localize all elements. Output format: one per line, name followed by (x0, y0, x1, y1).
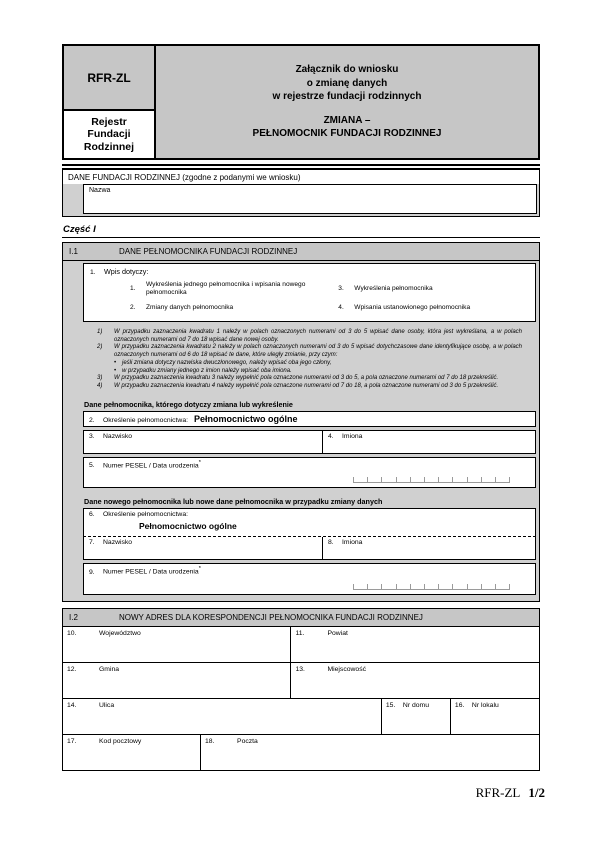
field-9-asterisk: * (198, 566, 201, 573)
field-18-label: Poczta (237, 737, 258, 745)
new-attorney-heading: Dane nowego pełnomocnika lub nowe dane pełnomocnika w przypadku zmiany danych (84, 497, 383, 507)
address-row-1 (63, 627, 539, 663)
section-i1-header (63, 243, 539, 261)
section-i2-number: I.2 (69, 612, 78, 622)
field-7-surname[interactable] (84, 537, 323, 559)
register-name-line: Rodzinnej (83, 140, 135, 153)
field-11-county[interactable] (291, 627, 539, 662)
field-16-number: 16. (454, 701, 465, 709)
field-10-number: 10. (67, 629, 77, 637)
page-footer (476, 785, 545, 801)
form-code: RFR-ZL (64, 46, 154, 111)
part-one-rule (62, 237, 540, 238)
field-15-number: 15. (385, 701, 396, 709)
section-i2 (62, 608, 540, 771)
field-9-label: Numer PESEL / Data urodzenia* (103, 566, 201, 576)
entry-option-4[interactable] (338, 304, 523, 312)
entry-option-4-number: 4. (338, 304, 344, 312)
footnote-4-text: W przypadku zaznaczenia kwadratu 4 należy wypełnić pola oznaczone numerami od 7 do 18, a pola oznaczone numerami od 3 do 5 przekreślić. (114, 383, 499, 390)
form-header-left (64, 46, 156, 158)
field-12-label: Gmina (99, 665, 120, 673)
footnote-4-number: 4) (97, 383, 103, 390)
field-16-apartment-number[interactable] (451, 699, 539, 734)
field-12-commune[interactable] (63, 663, 291, 698)
part-one-label: Część I (63, 224, 96, 235)
section-i1-number: I.1 (69, 247, 78, 256)
field-4-label: Imiona (342, 433, 363, 441)
entry-option-2-number: 2. (130, 304, 136, 312)
field-13-locality[interactable] (291, 663, 539, 698)
form-header (62, 44, 540, 160)
field-8-given-names[interactable] (323, 537, 535, 559)
footer-page-number: 1/2 (528, 785, 545, 800)
field-6-label: Określenie pełnomocnictwa: (103, 511, 189, 519)
field-1-label: Wpis dotyczy: (104, 267, 149, 276)
field-15-house-number[interactable] (382, 699, 451, 734)
footnote-3-text: W przypadku zaznaczenia kwadratu 3 należy wypełnić pola oznaczone numerami od 3 do 5, a pola oznaczone numerami od 7 do 18 przekreślić. (114, 375, 499, 382)
form-title-line: Załącznik do wniosku (295, 64, 399, 76)
entry-option-3-number: 3. (338, 285, 344, 293)
current-attorney-heading: Dane pełnomocnika, którego dotyczy zmiana lub wykreślenie (84, 400, 293, 410)
field-6-box[interactable] (83, 508, 536, 537)
entry-option-2-label: Zmiany danych pełnomocnika (146, 304, 234, 312)
section-foundation-title: DANE FUNDACJI RODZINNEJ (zgodne z podanymi we wniosku) (63, 170, 539, 184)
field-18-post-office[interactable] (201, 735, 539, 770)
entry-type-box (83, 263, 536, 322)
register-name (64, 111, 154, 158)
pesel-comb-field[interactable] (353, 584, 510, 590)
footer-form-code: RFR-ZL (475, 785, 521, 800)
field-2-value: Pełnomocnictwo ogólne (194, 414, 298, 425)
footnote-2-bullet-1: • jeśli zmiana dotyczy nazwiska dwuczłonowego, należy wpisać oba jego człony, (114, 360, 522, 368)
register-name-line: Fundacji (87, 128, 131, 141)
field-16-label: Nr lokalu (471, 701, 499, 709)
field-14-street[interactable] (63, 699, 382, 734)
field-3-4-box (83, 430, 536, 454)
form-subtitle-line: PEŁNOMOCNIK FUNDACJI RODZINNEJ (252, 128, 442, 140)
footnote-1-number: 1) (97, 328, 103, 335)
form-header-right (156, 46, 538, 158)
footnote-3 (97, 375, 522, 383)
address-row-3 (63, 699, 539, 735)
field-3-surname[interactable] (84, 431, 323, 453)
field-3-number: 3. (89, 433, 95, 441)
footnote-3-number: 3) (97, 375, 103, 382)
field-18-number: 18. (205, 737, 215, 745)
field-11-number: 11. (295, 629, 305, 637)
form-subtitle-line: ZMIANA – (323, 114, 371, 126)
footnotes (83, 325, 536, 395)
footnote-1 (97, 329, 522, 345)
entry-option-1[interactable] (130, 281, 338, 297)
form-title-line: o zmianę danych (306, 77, 388, 89)
entry-option-1-number: 1. (130, 285, 136, 293)
footnote-4 (97, 383, 522, 391)
field-13-label: Miejscowość (327, 665, 366, 673)
field-2-label: Określenie pełnomocnictwa: (103, 417, 189, 425)
entry-option-2[interactable] (130, 304, 338, 312)
entry-option-3-label: Wykreślenia pełnomocnika (354, 285, 433, 293)
footnote-2 (97, 344, 522, 360)
field-6-value: Pełnomocnictwo ogólne (139, 521, 237, 532)
footnote-2-bullet-2: • w przypadku zmiany jednego z imion należy wpisać oba imiona. (114, 368, 522, 376)
address-row-2 (63, 663, 539, 699)
field-10-voivodeship[interactable] (63, 627, 291, 662)
field-7-number: 7. (89, 539, 95, 547)
field-2-number: 2. (89, 417, 95, 425)
section-i1-body (63, 261, 539, 601)
footnote-2-number: 2) (97, 344, 103, 351)
field-17-postal-code[interactable] (63, 735, 201, 770)
field-5-asterisk: * (198, 460, 201, 467)
field-14-number: 14. (67, 701, 77, 709)
entry-option-3[interactable] (338, 281, 523, 297)
field-13-number: 13. (295, 665, 305, 673)
field-9-pesel-box[interactable] (83, 563, 536, 594)
foundation-name-field[interactable] (83, 184, 537, 214)
field-3-label: Nazwisko (103, 433, 133, 441)
field-8-number: 8. (328, 539, 334, 547)
field-5-label: Numer PESEL / Data urodzenia* (103, 460, 201, 470)
field-7-label: Nazwisko (103, 539, 133, 547)
field-4-number: 4. (328, 433, 334, 441)
register-name-line: Rejestr (91, 115, 127, 128)
section-foundation-body (63, 184, 539, 216)
section-i2-header (63, 609, 539, 627)
footnote-2-text: W przypadku zaznaczenia kwadratu 2 należy w polach oznaczonych numerami od 3 do 5 wpisać dotychczasowe dane identyfikujące osobę, a w polach oznaczonych numerami od 6 do 18 wpisać te dane, które uległy zmianie, przy czym: (114, 344, 522, 359)
field-1-number: 1. (90, 269, 96, 276)
pesel-comb-field[interactable] (353, 477, 510, 483)
field-5-number: 5. (89, 462, 95, 470)
section-i2-title: NOWY ADRES DLA KORESPONDENCJI PEŁNOMOCNIKA FUNDACJI RODZINNEJ (119, 612, 423, 622)
field-8-label: Imiona (342, 539, 363, 547)
foundation-name-label: Nazwa (89, 187, 111, 194)
entry-option-4-label: Wpisania ustanowionego pełnomocnika (354, 304, 471, 312)
field-10-label: Województwo (99, 629, 141, 637)
field-9-number: 9. (89, 568, 95, 576)
field-17-label: Kod pocztowy (99, 737, 142, 745)
section-i1-title: DANE PEŁNOMOCNIKA FUNDACJI RODZINNEJ (119, 247, 298, 256)
form-subtitle (253, 114, 442, 141)
field-15-label: Nr domu (402, 701, 429, 709)
field-14-label: Ulica (99, 701, 115, 709)
field-4-given-names[interactable] (323, 431, 535, 453)
form-title-line: w rejestrze fundacji rodzinnych (272, 91, 422, 103)
entry-option-1-label: Wykreślenia jednego pełnomocnika i wpisania nowego pełnomocnika (146, 281, 306, 297)
field-5-pesel-box[interactable] (83, 457, 536, 488)
footnote-1-text: W przypadku zaznaczenia kwadratu 1 należy w polach oznaczonych numerami od 3 do 5 wpisać dane osoby, która jest wykreślana, a w polach oznaczonych numerami od 7 do 18 wpisać dane nowej osoby. (114, 328, 522, 343)
field-7-8-box (83, 537, 536, 560)
field-11-label: Powiat (327, 629, 348, 637)
address-row-4 (63, 735, 539, 770)
form-content (62, 44, 540, 771)
field-6-number: 6. (89, 511, 95, 519)
entry-options (90, 276, 529, 315)
field-2-box[interactable] (83, 411, 536, 427)
section-i1 (62, 242, 540, 602)
section-foundation-data (62, 170, 540, 217)
field-12-number: 12. (67, 665, 77, 673)
form-title (273, 63, 422, 104)
field-17-number: 17. (67, 737, 77, 745)
